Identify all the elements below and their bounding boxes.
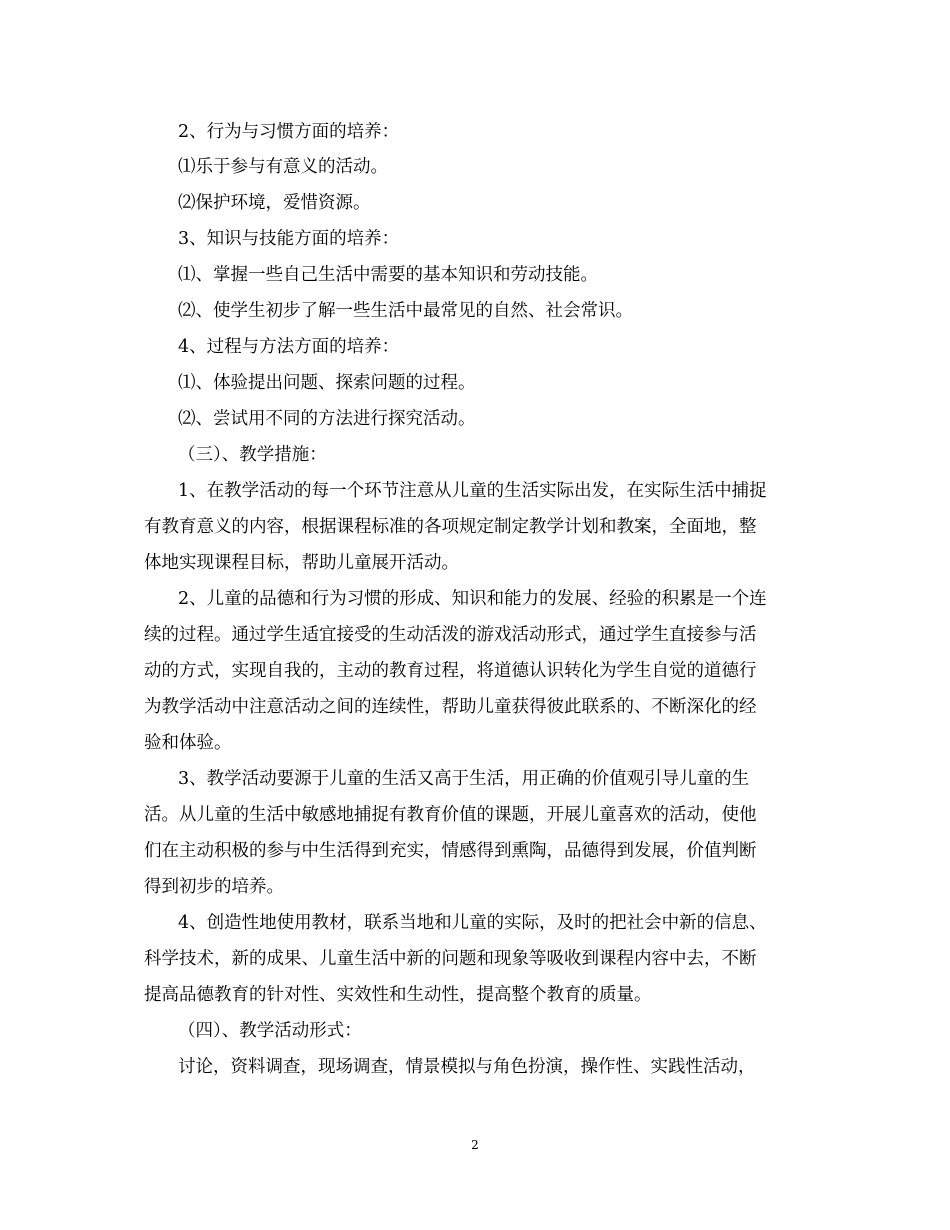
text-line: 提高品德教育的针对性、实效性和生动性，提高整个教育的质量。 <box>144 985 652 1005</box>
text-line: 4、过程与方法方面的培养： <box>178 337 400 357</box>
text-line: 有教育意义的内容，根据课程标准的各项规定制定教学计划和教案，全面地，整 <box>144 517 757 537</box>
section-heading: （三）、教学措施： <box>178 445 327 465</box>
text-line: 动的方式，实现自我的，主动的教育过程，将道德认识转化为学生自觉的道德行 <box>144 661 757 681</box>
text-line: 科学技术，新的成果、儿童生活中新的问题和现象等吸收到课程内容中去，不断 <box>144 949 757 969</box>
text-line: 4、创造性地使用教材，联系当地和儿童的实际，及时的把社会中新的信息、 <box>178 913 767 933</box>
section-heading: （四）、教学活动形式： <box>178 1021 362 1041</box>
text-line: ⑴乐于参与有意义的活动。 <box>178 157 388 177</box>
text-line: 3、知识与技能方面的培养： <box>178 229 400 249</box>
text-line: ⑵、尝试用不同的方法进行探究活动。 <box>178 409 476 429</box>
text-line: 验和体验。 <box>144 733 232 753</box>
text-line: 活。从儿童的生活中敏感地捕捉有教育价值的课题，开展儿童喜欢的活动，使他 <box>144 805 757 825</box>
text-line: ⑴、掌握一些自己生活中需要的基本知识和劳动技能。 <box>178 265 598 285</box>
text-line: 体地实现课程目标，帮助儿童展开活动。 <box>144 553 459 573</box>
text-line: ⑵保护环境，爱惜资源。 <box>178 193 371 213</box>
text-line: 们在主动积极的参与中生活得到充实，情感得到熏陶，品德得到发展，价值判断 <box>144 841 757 861</box>
text-line: 讨论，资料调查，现场调查，情景模拟与角色扮演，操作性、实践性活动， <box>178 1057 756 1077</box>
text-line: 3、教学活动要源于儿童的生活又高于生活，用正确的价值观引导儿童的生 <box>178 769 750 789</box>
text-line: ⑵、使学生初步了解一些生活中最常见的自然、社会常识。 <box>178 301 633 321</box>
text-line: 得到初步的培养。 <box>144 877 284 897</box>
text-line: 续的过程。通过学生适宜接受的生动活泼的游戏活动形式，通过学生直接参与活 <box>144 625 757 645</box>
text-line: 1、在教学活动的每一个环节注意从儿童的生活实际出发，在实际生活中捕捉 <box>178 481 767 501</box>
text-line: 2、儿童的品德和行为习惯的形成、知识和能力的发展、经验的积累是一个连 <box>178 589 767 609</box>
text-line: ⑴、体验提出问题、探索问题的过程。 <box>178 373 476 393</box>
text-line: 为教学活动中注意活动之间的连续性，帮助儿童获得彼此联系的、不断深化的经 <box>144 697 757 717</box>
text-line: 2、行为与习惯方面的培养： <box>178 122 400 142</box>
page-number: 2 <box>471 1138 479 1152</box>
